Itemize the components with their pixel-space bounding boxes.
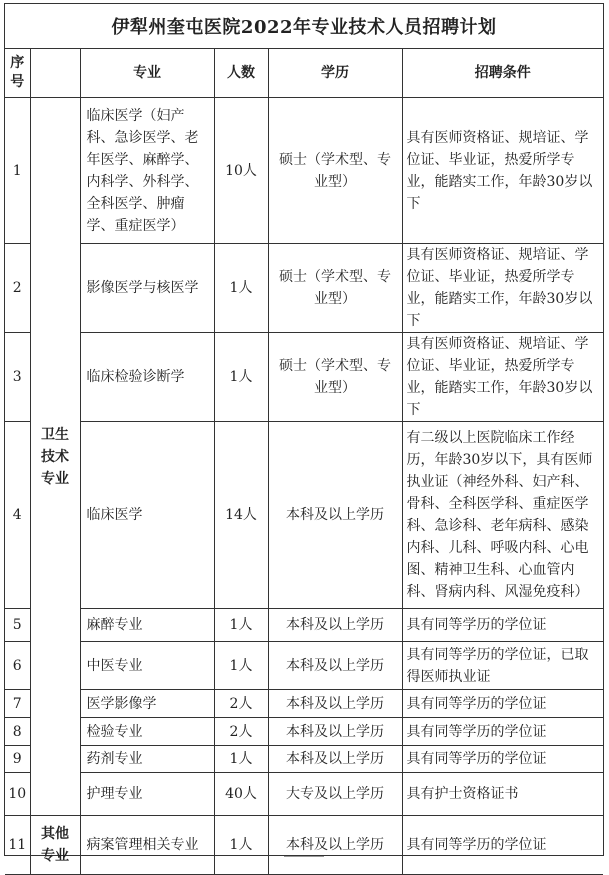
row-index: 1 bbox=[5, 98, 30, 244]
recruitment-table bbox=[5, 48, 603, 875]
row-major: 药剂专业 bbox=[80, 746, 214, 773]
row-count: 40人 bbox=[214, 773, 268, 816]
table-row bbox=[5, 333, 603, 422]
row-conditions: 具有护士资格证书 bbox=[402, 773, 603, 816]
table-header-row bbox=[5, 49, 603, 98]
table-row bbox=[5, 422, 603, 609]
row-conditions: 具有医师资格证、规培证、学位证、毕业证，热爱所学专业，能踏实工作，年龄30岁以下 bbox=[402, 244, 603, 333]
row-education: 硕士（学术型、专业型） bbox=[268, 333, 402, 422]
row-count: 1人 bbox=[214, 642, 268, 690]
row-conditions: 具有同等学历的学位证 bbox=[402, 718, 603, 746]
row-education: 大专及以上学历 bbox=[268, 773, 402, 816]
row-conditions: 有二级以上医院临床工作经历，年龄30岁以下，具有医师执业证（神经外科、妇产科、骨科、全科医学科、重症医学科、急诊科、老年病科、感染内科、儿科、呼吸内科、心电图、精神卫生科、心血管内科、肾病内科、风湿免疫科） bbox=[402, 422, 603, 609]
header-education: 学历 bbox=[268, 49, 402, 98]
row-education: 本科及以上学历 bbox=[268, 690, 402, 718]
row-count: 10人 bbox=[214, 98, 268, 244]
row-conditions: 具有医师资格证、规培证、学位证、毕业证，热爱所学专业，能踏实工作，年龄30岁以下 bbox=[402, 98, 603, 244]
row-count: 1人 bbox=[214, 333, 268, 422]
row-count: 14人 bbox=[214, 422, 268, 609]
row-index: 9 bbox=[5, 746, 30, 773]
row-conditions: 具有同等学历的学位证，已取得医师执业证 bbox=[402, 642, 603, 690]
row-education: 本科及以上学历 bbox=[268, 642, 402, 690]
row-major: 麻醉专业 bbox=[80, 609, 214, 642]
row-education: 硕士（学术型、专业型） bbox=[268, 98, 402, 244]
row-major: 临床医学 bbox=[80, 422, 214, 609]
row-conditions: 具有同等学历的学位证 bbox=[402, 816, 603, 875]
header-conditions: 招聘条件 bbox=[402, 49, 603, 98]
row-index: 4 bbox=[5, 422, 30, 609]
table-row bbox=[5, 98, 603, 244]
row-index: 3 bbox=[5, 333, 30, 422]
row-education: 本科及以上学历 bbox=[268, 816, 402, 875]
table-row bbox=[5, 746, 603, 773]
row-count: 2人 bbox=[214, 690, 268, 718]
row-count: 1人 bbox=[214, 244, 268, 333]
row-education: 本科及以上学历 bbox=[268, 746, 402, 773]
row-education: 硕士（学术型、专业型） bbox=[268, 244, 402, 333]
row-index: 11 bbox=[5, 816, 30, 875]
header-index: 序号 bbox=[5, 49, 30, 98]
table-row bbox=[5, 690, 603, 718]
row-index: 5 bbox=[5, 609, 30, 642]
row-major: 临床检验诊断学 bbox=[80, 333, 214, 422]
page-title: 伊犁州奎屯医院2022年专业技术人员招聘计划 bbox=[5, 4, 603, 49]
table-row bbox=[5, 773, 603, 816]
row-index: 7 bbox=[5, 690, 30, 718]
table-row bbox=[5, 244, 603, 333]
row-index: 8 bbox=[5, 718, 30, 746]
row-count: 1人 bbox=[214, 816, 268, 875]
row-major: 临床医学（妇产科、急诊医学、老年医学、麻醉学、内科学、外科学、全科医学、肿瘤学、重症医学） bbox=[80, 98, 214, 244]
row-index: 2 bbox=[5, 244, 30, 333]
page-edge-divider bbox=[284, 856, 324, 859]
row-count: 1人 bbox=[214, 609, 268, 642]
table-row bbox=[5, 642, 603, 690]
category-other: 其他专业 bbox=[30, 816, 80, 875]
row-conditions: 具有同等学历的学位证 bbox=[402, 746, 603, 773]
row-education: 本科及以上学历 bbox=[268, 422, 402, 609]
table-row bbox=[5, 718, 603, 746]
header-count: 人数 bbox=[214, 49, 268, 98]
row-major: 护理专业 bbox=[80, 773, 214, 816]
row-education: 本科及以上学历 bbox=[268, 609, 402, 642]
row-education: 本科及以上学历 bbox=[268, 718, 402, 746]
table-row bbox=[5, 609, 603, 642]
row-count: 2人 bbox=[214, 718, 268, 746]
row-index: 6 bbox=[5, 642, 30, 690]
recruitment-plan-sheet bbox=[4, 3, 604, 864]
header-category bbox=[30, 49, 80, 98]
row-major: 检验专业 bbox=[80, 718, 214, 746]
row-conditions: 具有同等学历的学位证 bbox=[402, 609, 603, 642]
row-count: 1人 bbox=[214, 746, 268, 773]
table-row bbox=[5, 816, 603, 875]
row-conditions: 具有同等学历的学位证 bbox=[402, 690, 603, 718]
row-index: 10 bbox=[5, 773, 30, 816]
header-major: 专业 bbox=[80, 49, 214, 98]
row-conditions: 具有医师资格证、规培证、学位证、毕业证，热爱所学专业，能踏实工作，年龄30岁以下 bbox=[402, 333, 603, 422]
row-major: 中医专业 bbox=[80, 642, 214, 690]
row-major: 影像医学与核医学 bbox=[80, 244, 214, 333]
category-health: 卫生技术专业 bbox=[30, 98, 80, 816]
row-major: 病案管理相关专业 bbox=[80, 816, 214, 875]
row-major: 医学影像学 bbox=[80, 690, 214, 718]
